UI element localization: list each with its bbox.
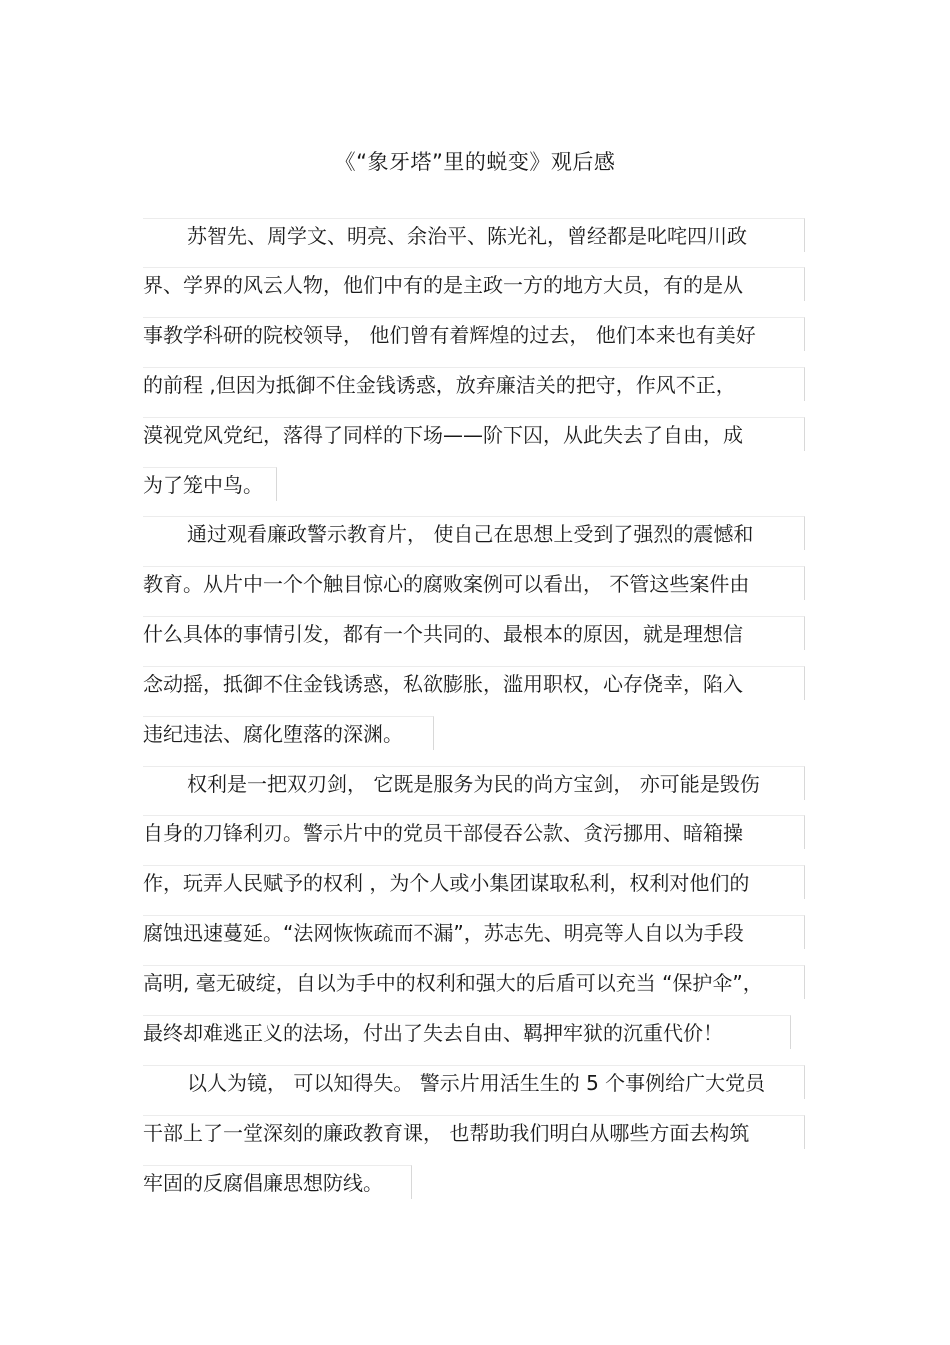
paragraph-line: 事教学科研的院校领导， 他们曾有着辉煌的过去， 他们本来也有美好 [143,317,805,351]
paragraph-line: 通过观看廉政警示教育片， 使自己在思想上受到了强烈的震憾和 [143,516,805,550]
paragraph-line: 腐蚀迅速蔓延。“法网恢恢疏而不漏”，苏志先、明亮等人自以为手段 [143,915,805,949]
paragraph-line: 自身的刀锋利刃。警示片中的党员干部侵吞公款、贪污挪用、暗箱操 [143,815,805,849]
paragraph-line: 作，玩弄人民赋予的权利 ，为个人或小集团谋取私利，权利对他们的 [143,865,805,899]
paragraph-line: 漠视党风党纪，落得了同样的下场——阶下囚，从此失去了自由，成 [143,417,805,451]
paragraph-line: 高明, 毫无破绽，自以为手中的权利和强大的后盾可以充当 “保护伞”， [143,965,805,999]
paragraph-line: 权利是一把双刃剑， 它既是服务为民的尚方宝剑， 亦可能是毁伤 [143,766,805,800]
document-title: 《“象牙塔”里的蜕变》观后感 [334,150,616,174]
paragraph-line: 牢固的反腐倡廉思想防线。 [143,1165,412,1199]
paragraph-line: 最终却难逃正义的法场，付出了失去自由、羁押牢狱的沉重代价！ [143,1015,791,1049]
paragraph-line: 的前程 ,但因为抵御不住金钱诱惑，放弃廉洁关的把守，作风不正， [143,367,805,401]
paragraph-line: 念动摇，抵御不住金钱诱惑，私欲膨胀，滥用职权，心存侥幸，陷入 [143,666,805,700]
paragraph-line: 违纪违法、腐化堕落的深渊。 [143,716,434,750]
paragraph-line: 苏智先、周学文、明亮、余治平、陈光礼，曾经都是叱咤四川政 [143,218,805,252]
paragraph-line: 干部上了一堂深刻的廉政教育课， 也帮助我们明白从哪些方面去构筑 [143,1115,805,1149]
paragraph-line: 为了笼中鸟。 [143,467,277,501]
paragraph-line: 界、学界的风云人物，他们中有的是主政一方的地方大员，有的是从 [143,267,805,301]
paragraph-line: 什么具体的事情引发，都有一个共同的、最根本的原因，就是理想信 [143,616,805,650]
paragraph-line: 教育。从片中一个个触目惊心的腐败案例可以看出， 不管这些案件由 [143,566,805,600]
paragraph-line: 以人为镜， 可以知得失。 警示片用活生生的 5 个事例给广大党员 [143,1065,805,1099]
